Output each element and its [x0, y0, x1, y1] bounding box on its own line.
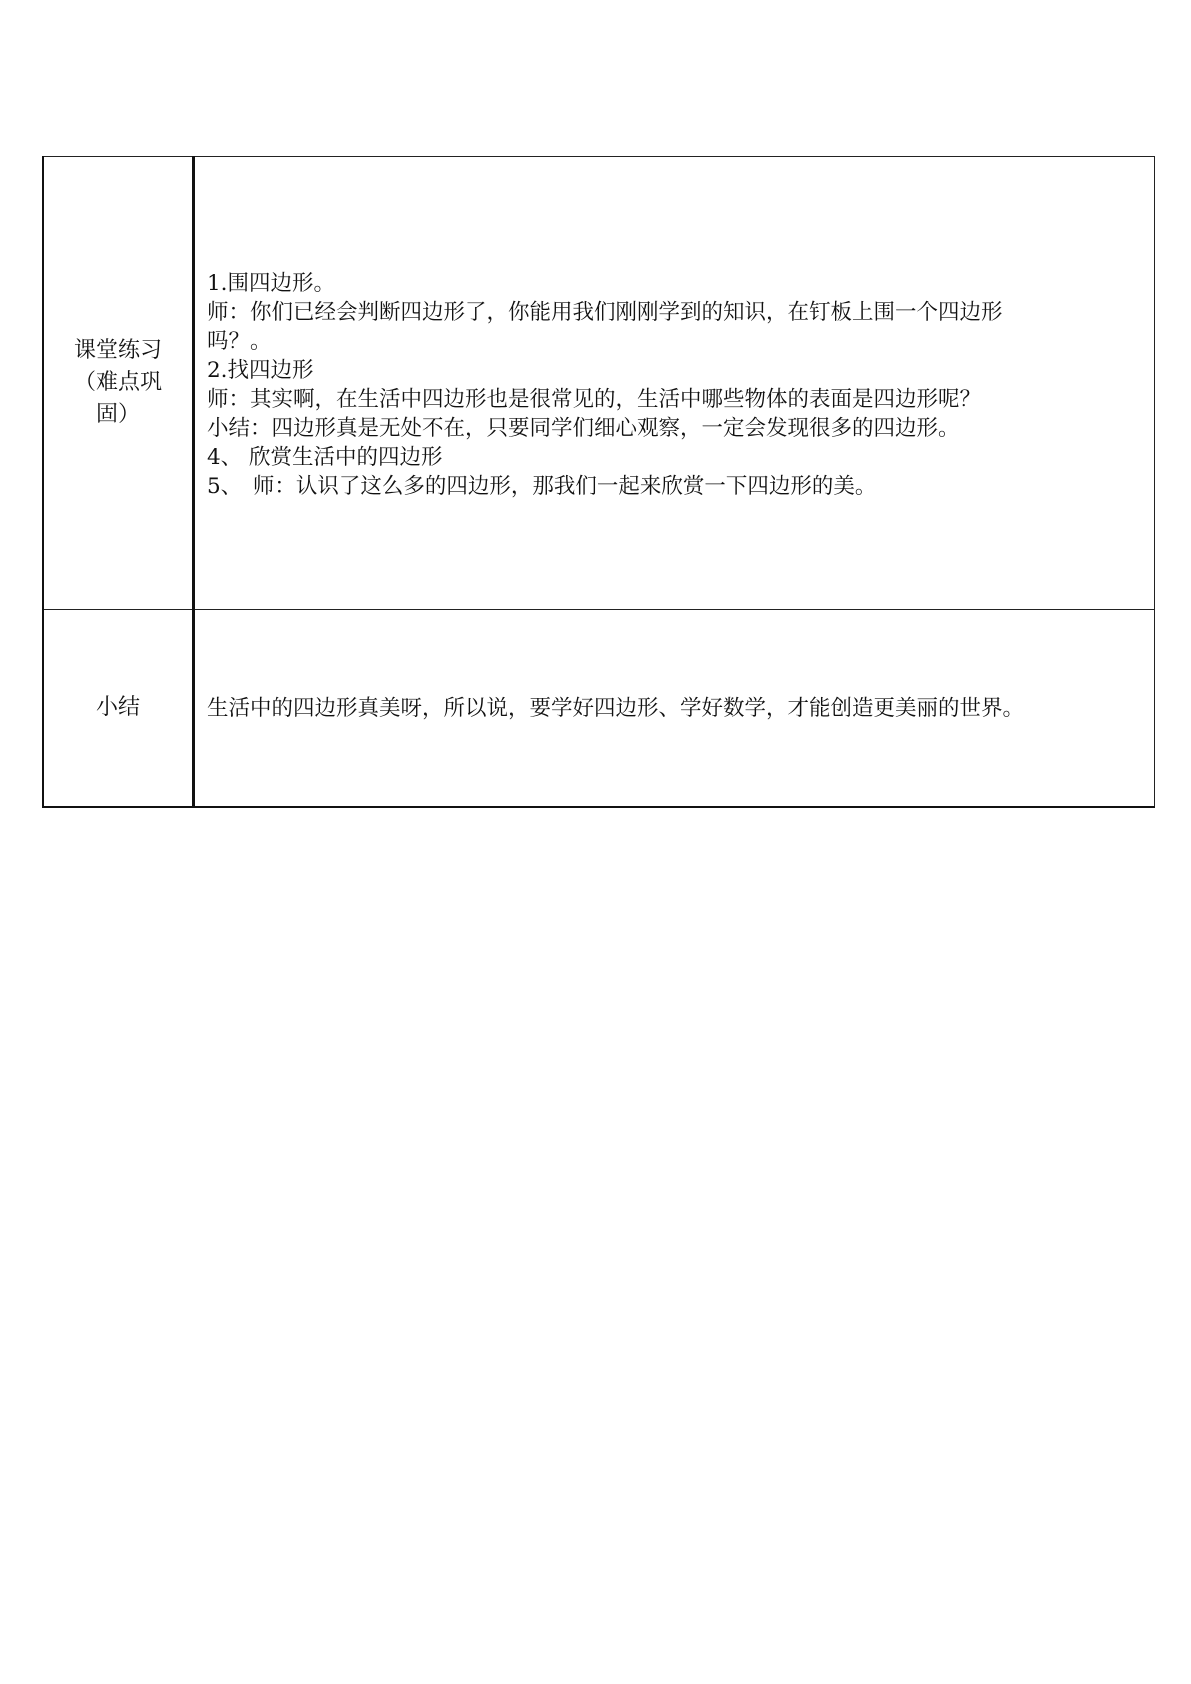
content-line: 5、 师：认识了这么多的四边形，那我们一起来欣赏一下四边形的美。: [207, 474, 877, 499]
row-label-line: 小结: [95, 695, 140, 720]
content-line: 4、 欣赏生活中的四边形: [207, 445, 443, 470]
row-label-line: 课堂练习: [73, 338, 162, 363]
content-line: 师：你们已经会判断四边形了，你能用我们刚刚学到的知识，在钉板上围一个四边形: [207, 300, 1003, 325]
content-line: 师：其实啊，在生活中四边形也是很常见的，生活中哪些物体的表面是四边形呢？: [207, 387, 982, 412]
content-line: 1.围四边形。: [207, 271, 336, 296]
table-row-classroom-practice: [43, 157, 1155, 610]
content-line: 吗？。: [207, 329, 272, 354]
table-row-summary: [43, 610, 1155, 808]
row-label-summary: [43, 610, 194, 808]
content-line: 生活中的四边形真美呀，所以说，要学好四边形、学好数学，才能创造更美丽的世界。: [207, 695, 1025, 721]
row-label-line: 固）: [95, 402, 140, 427]
row-label-line: （难点巩: [73, 370, 162, 395]
row-content-summary: [194, 610, 1155, 808]
row-content-classroom-practice: [194, 157, 1155, 610]
content-line: 小结：四边形真是无处不在，只要同学们细心观察，一定会发现很多的四边形。: [207, 416, 960, 441]
row-label-classroom-practice: [43, 157, 194, 610]
practice-content-block: [207, 265, 1142, 501]
content-line: 2.找四边形: [207, 358, 314, 383]
lesson-plan-table: [42, 156, 1155, 808]
